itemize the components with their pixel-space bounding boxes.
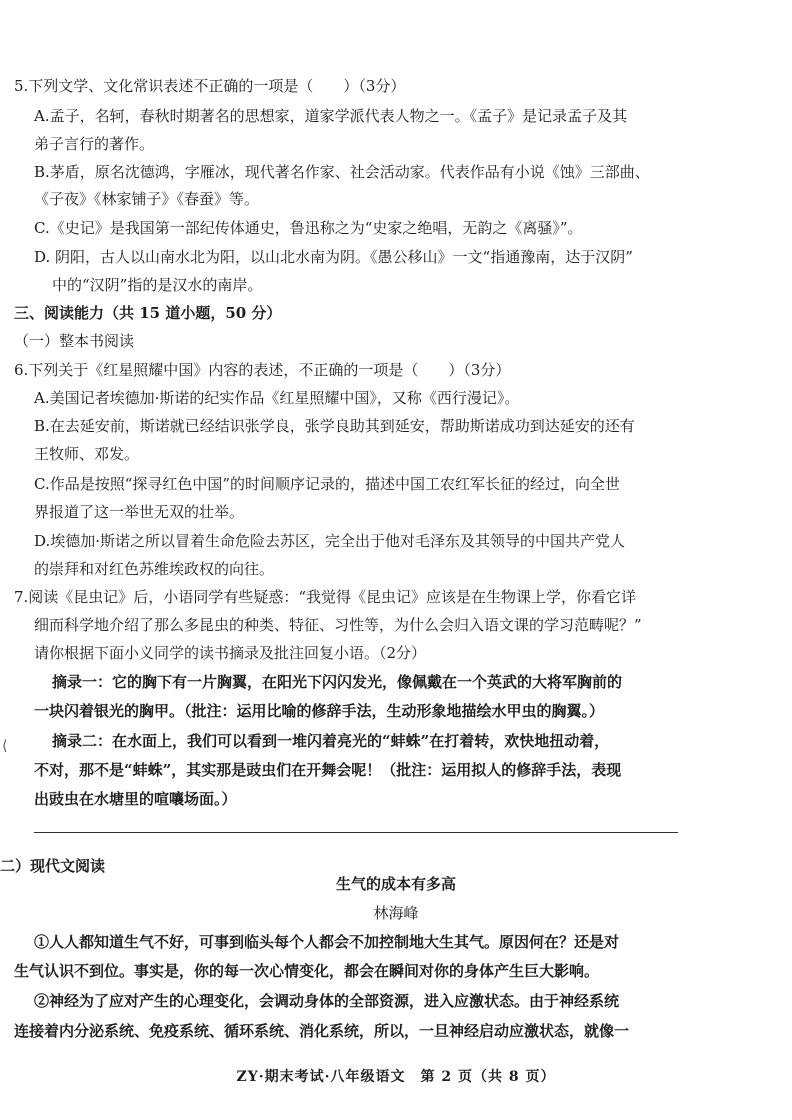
q6-option-d-line2: 的崇拜和对红色苏维埃政权的向往。 xyxy=(34,560,275,578)
q5-stem: 5.下列文学、文化常识表述不正确的一项是（ ）（3分） xyxy=(14,77,406,95)
q6-option-b-line2: 王牧师、邓发。 xyxy=(34,445,140,463)
q6-option-d-line1: D.埃德加·斯诺之所以冒着生命危险去苏区，完全出于他对毛泽东及其领导的中国共产党人 xyxy=(34,532,626,550)
q7-excerpt1-line1: 摘录一：它的胸下有一片胸翼，在阳光下闪闪发光，像佩戴在一个英武的大将军胸前的 xyxy=(52,673,623,691)
article-paragraph2-line2: 连接着内分泌系统、免疫系统、循环系统、消化系统，所以，一旦神经启动应激状态，就像一 xyxy=(14,1022,630,1040)
article-paragraph1-line2: 生气认识不到位。事实是，你的每一次心情变化，都会在瞬间对你的身体产生巨大影响。 xyxy=(14,962,600,980)
article-title: 生气的成本有多高 xyxy=(335,875,456,893)
q6-option-a-line1: A.美国记者埃德加·斯诺的纪实作品《红星照耀中国》，又称《西行漫记》。 xyxy=(34,389,520,407)
scan-edge-mark: ⟨ xyxy=(2,738,8,754)
q7-excerpt2-line1: 摘录二：在水面上，我们可以看到一堆闪着亮光的“蚌蛛”在打着转，欢快地扭动着， xyxy=(52,732,610,750)
part2-heading: 二）现代文阅读 xyxy=(0,857,106,875)
q5-option-b-line1: B.茅盾，原名沈德鸿，字雁冰，现代著名作家、社会活动家。代表作品有小说《蚀》三部曲、 xyxy=(34,163,650,181)
q7-excerpt1-line2: 一块闪着银光的胸甲。（批注：运用比喻的修辞手法，生动形象地描绘水甲虫的胸翼。） xyxy=(34,702,605,720)
section3-heading: 三、阅读能力（共 15 道小题，50 分） xyxy=(14,304,282,322)
q6-option-c-line2: 界报道了这一举世无双的壮举。 xyxy=(34,503,245,521)
q5-option-b-line2: 《子夜》《林家铺子》《春蚕》等。 xyxy=(34,190,260,208)
section3-part1-heading: （一）整本书阅读 xyxy=(14,332,135,350)
q7-excerpt2-line3: 出豉虫在水塘里的喧嚷场面。） xyxy=(34,790,237,808)
article-author: 林海峰 xyxy=(373,904,419,922)
q7-stem-line3: 请你根据下面小义同学的读书摘录及批注回复小语。（2分） xyxy=(34,644,427,662)
q6-stem: 6.下列关于《红星照耀中国》内容的表述，不正确的一项是（ ）（3分） xyxy=(14,361,511,379)
q6-option-b-line1: B.在去延安前，斯诺就已经结识张学良，张学良助其到延安，帮助斯诺成功到达延安的还有 xyxy=(34,417,635,435)
article-paragraph2-line1: ②神经为了应对产生的心理变化，会调动身体的全部资源，进入应激状态。由于神经系统 xyxy=(34,992,620,1010)
q7-stem-line2: 细而科学地介绍了那么多昆虫的种类、特征、习性等，为什么会归入语文课的学习范畴呢？” xyxy=(34,616,642,634)
q6-option-c-line1: C.作品是按照“探寻红色中国”的时间顺序记录的，描述中国工农红军长征的经过，向全世 xyxy=(34,475,621,493)
page-footer: ZY·期末考试·八年级语文 第 2 页（共 8 页） xyxy=(236,1069,556,1085)
answer-line[interactable] xyxy=(34,832,678,833)
q5-option-d-line2: 中的“汉阴”指的是汉水的南岸。 xyxy=(52,276,263,294)
q5-option-c-line1: C.《史记》是我国第一部纪传体通史，鲁迅称之为“史家之绝唱，无韵之《离骚》”。 xyxy=(34,219,583,237)
q5-option-a-line2: 弟子言行的著作。 xyxy=(34,135,155,153)
q5-option-a-line1: A.孟子，名轲，春秋时期著名的思想家，道家学派代表人物之一。《孟子》是记录孟子及其 xyxy=(34,107,628,125)
q5-option-d-line1: D. 阴阳，古人以山南水北为阳，以山北水南为阴。《愚公移山》一文“指通豫南，达于汉阴” xyxy=(34,248,633,266)
q7-excerpt2-line2: 不对，那不是“蚌蛛”，其实那是豉虫们在开舞会呢！（批注：运用拟人的修辞手法，表现 xyxy=(34,761,622,779)
q7-stem-line1: 7.阅读《昆虫记》后，小语同学有些疑惑：“我觉得《昆虫记》应该是在生物课上学，你看它详 xyxy=(14,588,636,606)
article-paragraph1-line1: ①人人都知道生气不好，可事到临头每个人都会不加控制地大生其气。原因何在？还是对 xyxy=(34,933,620,951)
